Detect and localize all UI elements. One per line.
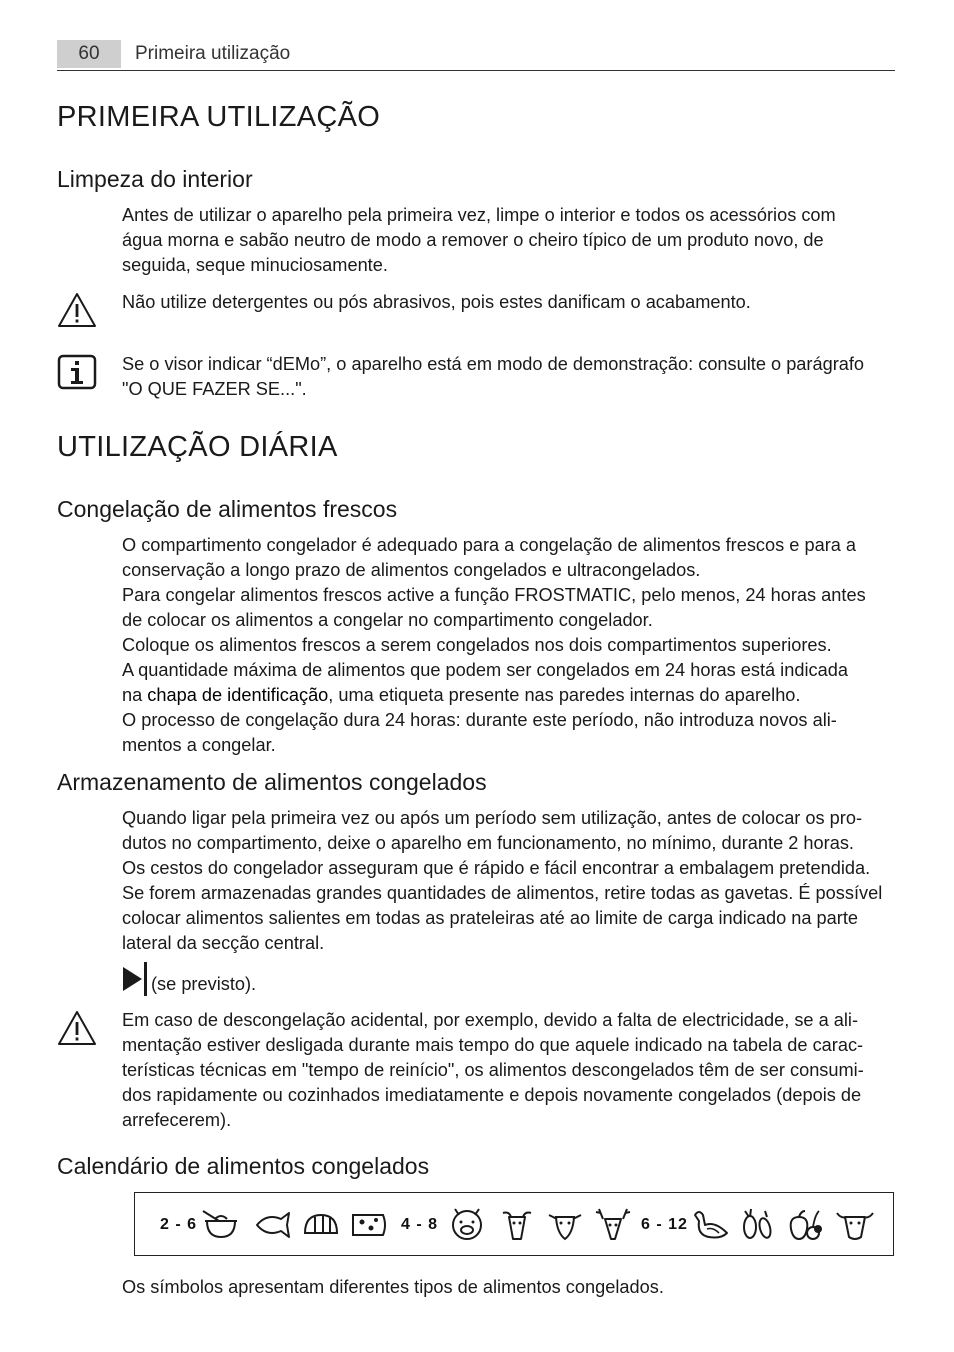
header-divider (57, 70, 895, 71)
info-icon (57, 354, 97, 390)
defrost-warning: Em caso de descongelação acidental, por exemplo, devido a falta de electricidade, se a ali- mentação estiver desligada durante mais tempo do que aquele indicado na tabela de carac- terísticas técnicas em "tempo de reinício", os alimentos descongelados têm de ser consumi- dos rapidamente ou cozinhados imediatamente e depois novamente congelados (depois de arrefecerem). (122, 1010, 864, 1130)
warning-icon (57, 1010, 97, 1046)
se-previsto-note: (se previsto). (122, 962, 902, 997)
cheese-icon (349, 1207, 389, 1243)
sheep-icon (497, 1207, 537, 1243)
calendar-months-2-6: 2 - 6 (160, 1216, 198, 1233)
limpeza-warning: Não utilize detergentes ou pós abrasivos, pois estes danificam o acabamento. (122, 292, 751, 312)
congelacao-paragraph: O compartimento congelador é adequado para a congelação de alimentos frescos e para a conservação a longo prazo de alimentos congelados e ultracongelados. Para congelar alimentos frescos active a função FROSTMATIC, pelo menos, 24 horas antes de colocar os alimentos a congelar no compartimento congelador. Coloque os alimentos frescos a serem congelados nos dois compartimentos superiores. A quantidade máxima de alimentos que podem ser congelados em 24 horas está indicada na chapa de identificação, uma etiqueta presente nas paredes internas do aparelho. O processo de congelação dura 24 horas: durante este período, não introduza novos ali- mentos a congelar. (122, 535, 866, 755)
armazenamento-paragraph: Quando ligar pela primeira vez ou após um período sem utilização, antes de colocar os pro- dutos no compartimento, deixe o aparelho em funcionamento, no mínimo, durante 2 horas. Os cestos do congelador asseguram que é rápido e fácil encontrar a embalagem pretendida. Se forem armazenadas grandes quantidades de alimentos, retire todas as gavetas. É possível colocar alimentos salientes em todas as prateleiras até ao limite de carga indicado na parte lateral da secção central. (122, 808, 883, 953)
calendar-caption: Os símbolos apresentam diferentes tipos de alimentos congelados. (122, 1277, 664, 1297)
header-section-title: Primeira utilização (135, 43, 291, 64)
fruit-icon (785, 1207, 825, 1243)
limpeza-paragraph: Antes de utilizar o aparelho pela primeira vez, limpe o interior e todos os acessórios com água morna e sabão neutro de modo a remover o cheiro típico de um produto novo, de seguida, seque minuciosamente. (122, 205, 836, 275)
heading-utilizacao-diaria: UTILIZAÇÃO DIÁRIA (57, 431, 338, 463)
subheading-limpeza: Limpeza do interior (57, 166, 253, 192)
heading-primeira-utilizacao: PRIMEIRA UTILIZAÇÃO (57, 101, 381, 133)
chicken-icon (691, 1207, 731, 1243)
subheading-armazenamento: Armazenamento de alimentos congelados (57, 769, 487, 795)
cow-icon (835, 1207, 875, 1243)
demo-mode-info: Se o visor indicar “dEMo”, o aparelho está em modo de demonstração: consulte o parágrafo "O QUE FAZER SE...". (122, 354, 865, 399)
vegetables-icon (737, 1207, 777, 1243)
deer-icon (593, 1207, 633, 1243)
calendar-months-6-12: 6 - 12 (641, 1216, 688, 1233)
page-number: 60 (57, 40, 121, 68)
subheading-congelacao: Congelação de alimentos frescos (57, 496, 398, 522)
shelf-limit-icon (122, 962, 148, 996)
calf-icon (545, 1207, 585, 1243)
rating-plate-term: chapa de identificação (147, 685, 329, 705)
subheading-calendario: Calendário de alimentos congelados (57, 1153, 430, 1179)
pig-icon (447, 1207, 487, 1243)
bread-icon (301, 1207, 341, 1243)
warning-icon (57, 292, 97, 328)
fish-icon (253, 1207, 293, 1243)
soup-pot-icon (201, 1207, 241, 1243)
calendar-months-4-8: 4 - 8 (401, 1216, 439, 1233)
frozen-food-calendar (134, 1192, 894, 1256)
